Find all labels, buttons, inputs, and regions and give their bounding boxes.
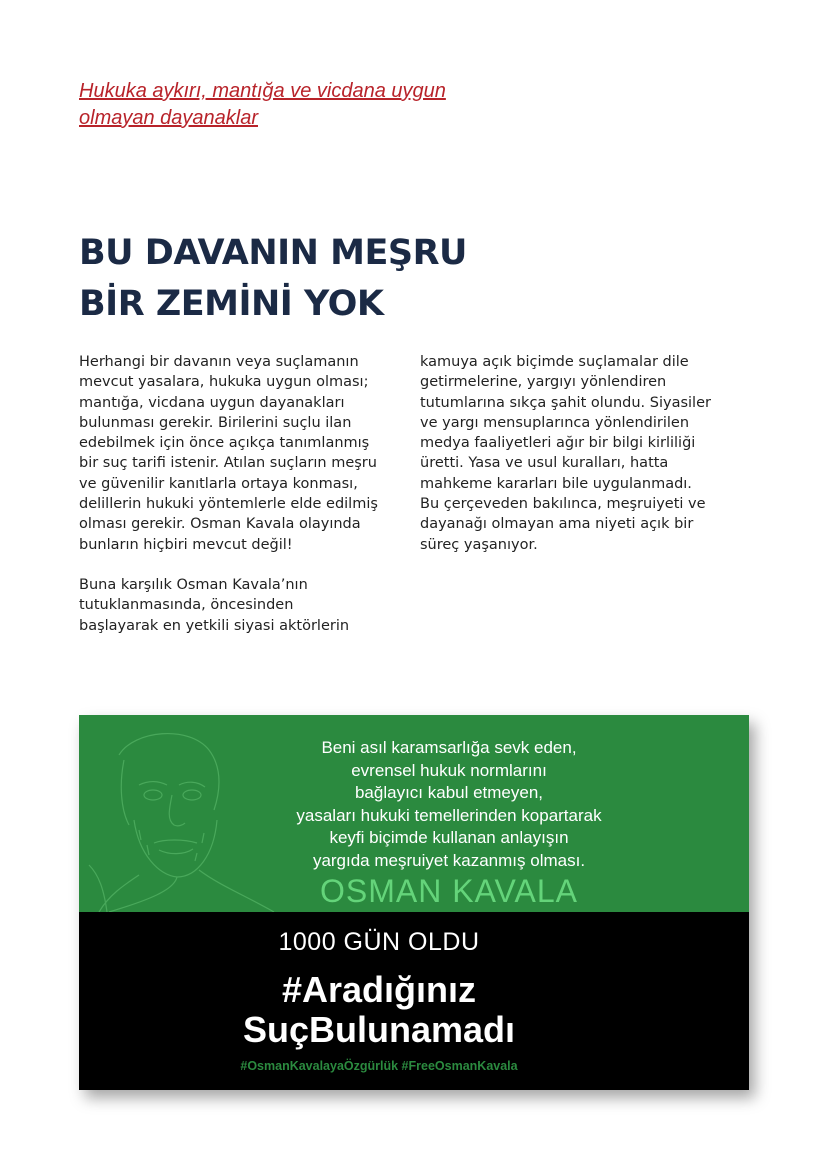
- body-line: edebilmek için önce açıkça tanımlanmış: [79, 435, 370, 452]
- secondary-hashtags: #OsmanKavalayaÖzgürlük #FreeOsmanKavala: [240, 1059, 518, 1073]
- page-title: [79, 228, 467, 330]
- quote-line: yasaları hukuki temellerinden kopartarak: [296, 805, 602, 825]
- body-line: mantığa, vicdana uygun dayanakları: [79, 394, 345, 411]
- body-line: üretti. Yasa ve usul kuralları, hatta: [420, 455, 669, 472]
- body-line: Buna karşılık Osman Kavala’nın: [79, 576, 308, 593]
- banner-hashtag-panel: [79, 912, 749, 1090]
- body-line: bunların hiçbiri mevcut değil!: [79, 536, 293, 553]
- body-line: tutuklanmasında, öncesinden: [79, 597, 294, 614]
- quote-signature: OSMAN KAVALA: [320, 873, 578, 909]
- kicker-line-1: Hukuka aykırı, mantığa ve vicdana uygun: [79, 80, 446, 102]
- kicker-line-2: olmayan dayanaklar: [79, 107, 258, 129]
- body-line: Herhangi bir davanın veya suçlamanın: [79, 354, 359, 370]
- quote-line: keyfi biçimde kullanan anlayışın: [329, 828, 569, 848]
- body-line: başlayarak en yetkili siyasi aktörlerin: [79, 617, 350, 634]
- body-line: medya faaliyetleri ağır bir bilgi kirliliği: [420, 435, 696, 452]
- quote-line: Beni asıl karamsarlığa sevk eden,: [321, 738, 577, 757]
- body-column-left: [79, 352, 414, 636]
- body-line: kamuya açık biçimde suçlamalar dile: [420, 354, 689, 370]
- body-line: dayanağı olmayan ama niyeti açık bir: [420, 516, 694, 533]
- body-line: ve yargı mensuplarınca yönlendirilen: [420, 414, 690, 431]
- body-column-right: [420, 352, 755, 555]
- body-line: bir suç tarifi istenir. Atılan suçların meşru: [79, 455, 377, 472]
- quote-line: evrensel hukuk normlarını: [351, 760, 547, 780]
- title-line-1: BU DAVANIN MEŞRU: [79, 233, 467, 273]
- banner-quote-panel: [79, 715, 749, 912]
- quote-line: bağlayıcı kabul etmeyen,: [354, 783, 544, 803]
- body-line: getirmelerine, yargıyı yönlendiren: [420, 374, 667, 391]
- campaign-hashtag: [79, 970, 679, 1050]
- body-line: delillerin hukuki yöntemlerle elde edilmiş: [79, 496, 378, 513]
- hashtag-line-1: #Aradığınız: [281, 969, 477, 1010]
- body-line: olması gerekir. Osman Kavala olayında: [79, 516, 361, 533]
- body-line: mahkeme kararları bile uygulanmadı.: [420, 475, 692, 492]
- body-line: ve güvenilir kanıtlarla ortaya konması,: [79, 475, 358, 492]
- day-count-text: 1000 GÜN OLDU: [278, 928, 480, 956]
- body-line: bulunması gerekir. Birilerini suçlu ilan: [79, 414, 352, 431]
- hashtag-line-2: SuçBulunamadı: [242, 1009, 516, 1050]
- title-line-2: BİR ZEMİNİ YOK: [79, 284, 384, 324]
- section-kicker: [79, 78, 539, 132]
- body-line: mevcut yasalara, hukuka uygun olması;: [79, 374, 369, 391]
- body-line: süreç yaşanıyor.: [420, 536, 538, 553]
- campaign-banner: [79, 715, 749, 1090]
- body-line: tutumlarına sıkça şahit olundu. Siyasiler: [420, 394, 711, 411]
- quote-line: yargıda meşruiyet kazanmış olması.: [312, 850, 586, 870]
- body-line: Bu çerçeveden bakılınca, meşruiyeti ve: [420, 496, 706, 513]
- banner-quote: [259, 737, 639, 873]
